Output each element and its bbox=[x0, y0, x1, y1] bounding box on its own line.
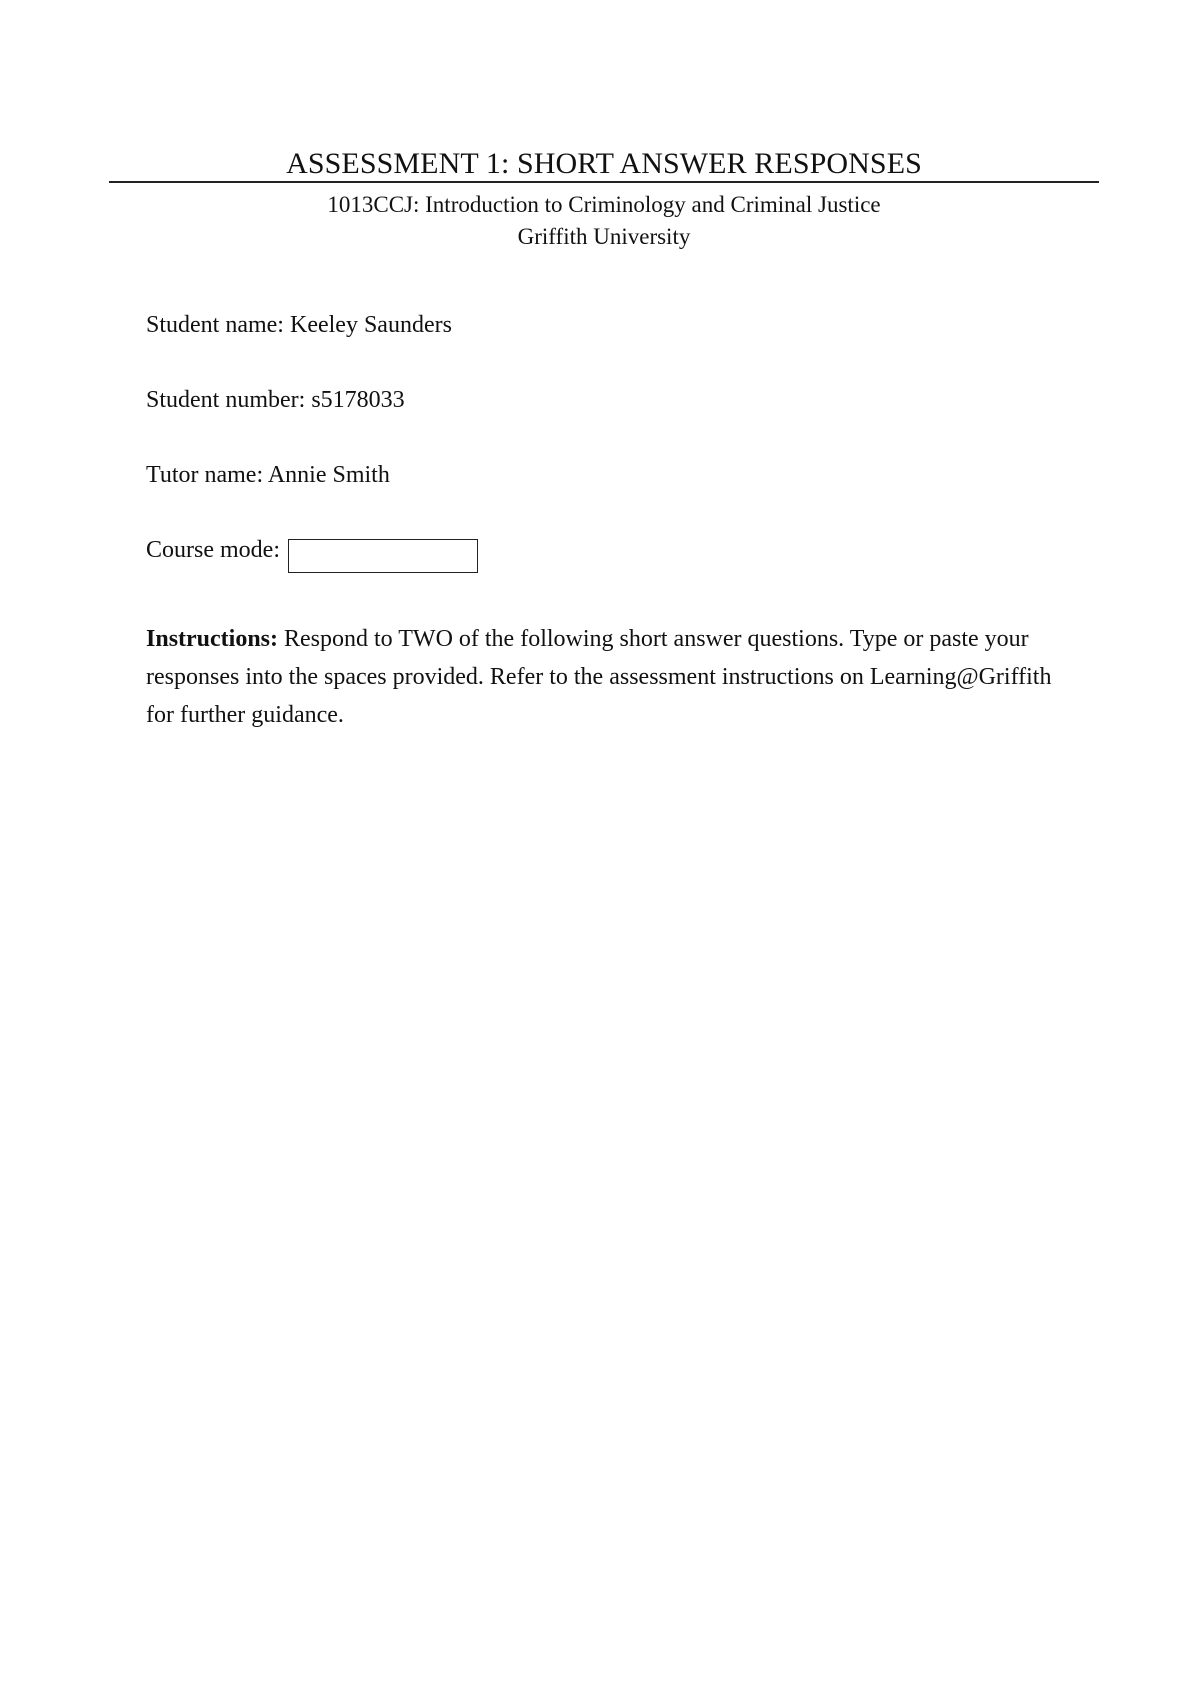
tutor-name-value[interactable]: Annie Smith bbox=[267, 462, 390, 488]
student-number-label: Student number: bbox=[146, 387, 306, 413]
document-title: ASSESSMENT 1: SHORT ANSWER RESPONSES bbox=[286, 147, 922, 180]
tutor-name-label: Tutor name: bbox=[146, 462, 264, 488]
student-name-field bbox=[146, 310, 452, 340]
course-mode-input[interactable] bbox=[288, 539, 478, 573]
instructions-text: Respond to TWO of the following short answer questions. Type or paste your responses into the spaces provided. Refer to the assessment instructions on Learning@Griffith for further guidance. bbox=[146, 626, 1052, 728]
course-name: 1013CCJ: Introduction to Criminology and Criminal Justice bbox=[327, 192, 881, 217]
title-block bbox=[109, 146, 1099, 253]
university-name: Griffith University bbox=[517, 224, 691, 249]
student-name-value[interactable]: Keeley Saunders bbox=[289, 312, 452, 338]
instructions-paragraph bbox=[146, 620, 1066, 734]
student-number-value[interactable]: s5178033 bbox=[311, 387, 405, 413]
student-name-label: Student name: bbox=[146, 312, 284, 338]
course-mode-label: Course mode: bbox=[146, 537, 280, 563]
instructions-label: Instructions: bbox=[146, 626, 279, 652]
tutor-name-field bbox=[146, 460, 390, 490]
student-number-field bbox=[146, 385, 405, 415]
course-mode-field bbox=[146, 535, 478, 573]
